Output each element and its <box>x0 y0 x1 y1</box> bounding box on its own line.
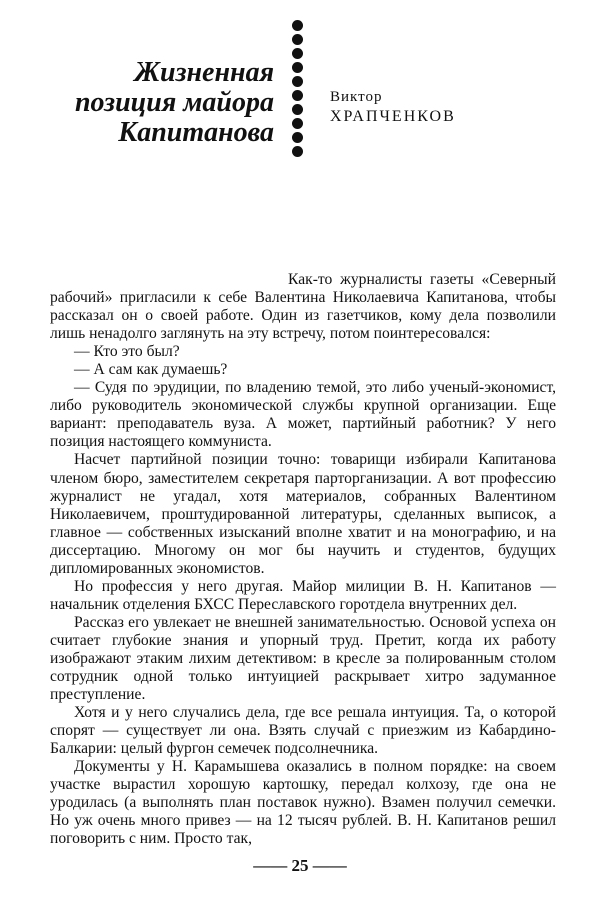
paragraph: Насчет партийной позиции точно: товарищи избирали Капитанова членом бюро, заместителем секретаря парторганизации. А вот профессию журналист не угадал, хотя материалов, собранных Валентином Николаевичем, проштудированной литературы, сделанных выписок, а главное — собственных изысканий вполне хватит и на монографию, и на диссертацию. Многому он мог бы научить и студентов, будущих дипломированных экономистов. <box>50 451 556 577</box>
title-line-3: Капитанова <box>118 117 274 148</box>
title-line-1: Жизненная <box>134 57 274 88</box>
paragraph: — Кто это был? <box>74 343 180 361</box>
dot-ornament <box>292 132 303 143</box>
decorative-dot-column <box>286 20 308 157</box>
dot-ornament <box>292 104 303 115</box>
author-first-name: Виктор <box>330 89 383 105</box>
paragraph: Рассказ его увлекает не внешней занимательностью. Основой успеха он считает глубокие знания и упорный труд. Претит, когда их работу изображают этаким лихим детективом: в кресле за полированным столом сотрудник одной только интуицией раскрывает хитро задуманное преступление. <box>50 613 556 704</box>
page-number: —— 25 —— <box>253 856 347 875</box>
dot-ornament <box>292 48 303 59</box>
dot-ornament <box>292 76 303 87</box>
paragraph: Хотя и у него случались дела, где все решала интуиция. Та, о которой спорят — существует ли она. Взять случай с приезжим из Кабардино-Балкарии: целый фургон семечек подсолнечника. <box>50 704 556 758</box>
dot-ornament <box>292 20 303 31</box>
paragraph: — Судя по эрудиции, по владению темой, это либо ученый-экономист, либо руководитель экономической службы крупной организации. Еще вариант: преподаватель вуза. А может, партийный работник? У него позиция настоящего коммуниста. <box>50 379 556 451</box>
paragraph: Но профессия у него другая. Майор милиции В. Н. Капитанов — начальник отделения БХСС Переславского горотдела внутренних дел. <box>50 577 556 613</box>
dot-ornament <box>292 118 303 129</box>
dot-ornament <box>292 146 303 157</box>
author-byline <box>330 88 456 126</box>
author-last-name: ХРАПЧЕНКОВ <box>330 108 456 125</box>
paragraph: Как-то журналисты газеты «Северный рабочий» пригласили к себе Валентина Николаевича Капитанова, чтобы рассказал он о своей работе. Один из газетчиков, кому дела позволили лишь ненадолго заглянуть на эту встречу, потом поинтересовался: <box>50 271 556 343</box>
paragraph: Документы у Н. Карамышева оказались в полном порядке: на своем участке вырастил хорошую картошку, передал колхозу, где она не уродилась (а выполнять план поставок нужно). Взамен получил семечки. Но уж очень много привез — на 12 тысяч рублей. В. Н. Капитанов решил поговорить с ним. Просто так, <box>50 758 556 848</box>
dot-ornament <box>292 34 303 45</box>
dot-ornament <box>292 62 303 73</box>
dot-ornament <box>292 90 303 101</box>
paragraph: — А сам как думаешь? <box>74 361 228 379</box>
article-body <box>50 271 556 849</box>
title-line-2: позиция майора <box>74 87 274 118</box>
article-title <box>24 58 274 148</box>
